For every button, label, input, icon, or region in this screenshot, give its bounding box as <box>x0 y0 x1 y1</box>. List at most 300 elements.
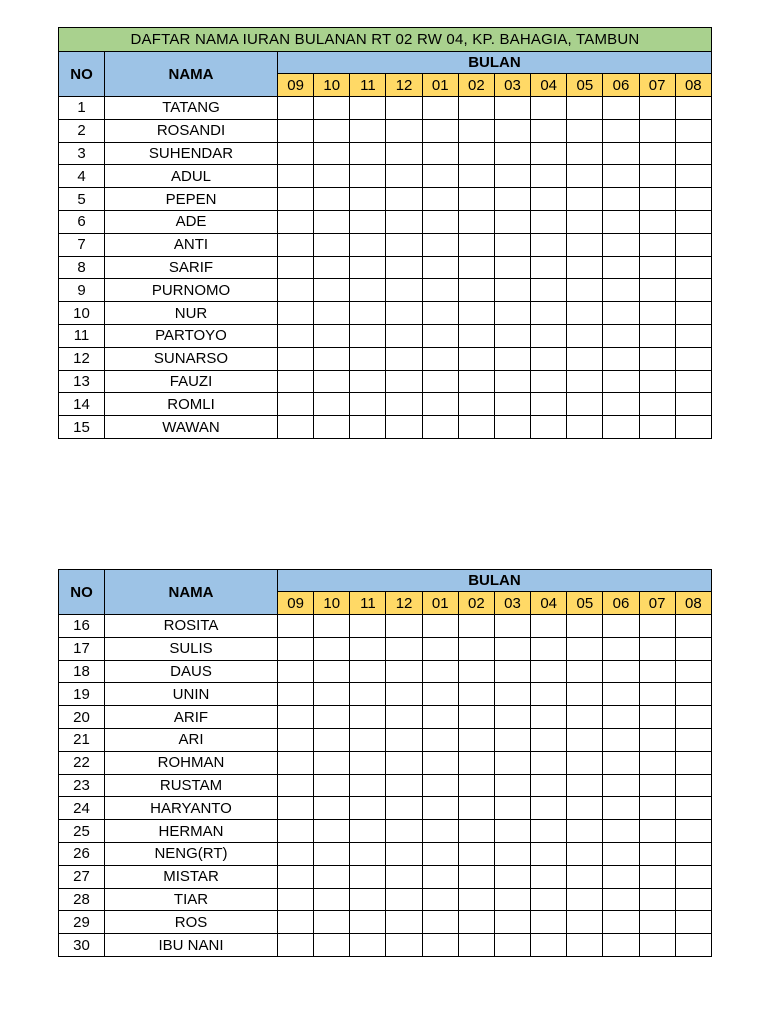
payment-cell[interactable] <box>639 820 675 843</box>
payment-cell[interactable] <box>603 97 639 120</box>
payment-cell[interactable] <box>567 416 603 439</box>
payment-cell[interactable] <box>494 119 530 142</box>
payment-cell[interactable] <box>603 820 639 843</box>
payment-cell[interactable] <box>675 393 711 416</box>
payment-cell[interactable] <box>567 188 603 211</box>
payment-cell[interactable] <box>386 842 422 865</box>
payment-cell[interactable] <box>675 865 711 888</box>
payment-cell[interactable] <box>278 279 314 302</box>
payment-cell[interactable] <box>603 911 639 934</box>
payment-cell[interactable] <box>314 774 350 797</box>
payment-cell[interactable] <box>278 393 314 416</box>
payment-cell[interactable] <box>567 165 603 188</box>
payment-cell[interactable] <box>458 751 494 774</box>
payment-cell[interactable] <box>314 820 350 843</box>
payment-cell[interactable] <box>494 347 530 370</box>
payment-cell[interactable] <box>603 210 639 233</box>
payment-cell[interactable] <box>603 797 639 820</box>
payment-cell[interactable] <box>314 637 350 660</box>
payment-cell[interactable] <box>314 934 350 957</box>
payment-cell[interactable] <box>386 370 422 393</box>
payment-cell[interactable] <box>422 706 458 729</box>
payment-cell[interactable] <box>458 728 494 751</box>
payment-cell[interactable] <box>567 934 603 957</box>
payment-cell[interactable] <box>494 751 530 774</box>
payment-cell[interactable] <box>386 210 422 233</box>
payment-cell[interactable] <box>494 97 530 120</box>
payment-cell[interactable] <box>567 683 603 706</box>
payment-cell[interactable] <box>350 210 386 233</box>
payment-cell[interactable] <box>675 324 711 347</box>
payment-cell[interactable] <box>386 934 422 957</box>
payment-cell[interactable] <box>386 119 422 142</box>
payment-cell[interactable] <box>278 911 314 934</box>
payment-cell[interactable] <box>278 888 314 911</box>
payment-cell[interactable] <box>458 233 494 256</box>
payment-cell[interactable] <box>603 683 639 706</box>
payment-cell[interactable] <box>278 797 314 820</box>
payment-cell[interactable] <box>639 842 675 865</box>
payment-cell[interactable] <box>458 637 494 660</box>
payment-cell[interactable] <box>639 97 675 120</box>
payment-cell[interactable] <box>458 119 494 142</box>
payment-cell[interactable] <box>494 820 530 843</box>
payment-cell[interactable] <box>639 210 675 233</box>
payment-cell[interactable] <box>675 302 711 325</box>
payment-cell[interactable] <box>567 865 603 888</box>
payment-cell[interactable] <box>531 751 567 774</box>
payment-cell[interactable] <box>386 165 422 188</box>
payment-cell[interactable] <box>278 865 314 888</box>
payment-cell[interactable] <box>458 774 494 797</box>
payment-cell[interactable] <box>458 393 494 416</box>
payment-cell[interactable] <box>314 888 350 911</box>
payment-cell[interactable] <box>422 279 458 302</box>
payment-cell[interactable] <box>350 934 386 957</box>
payment-cell[interactable] <box>350 660 386 683</box>
payment-cell[interactable] <box>531 370 567 393</box>
payment-cell[interactable] <box>675 888 711 911</box>
payment-cell[interactable] <box>422 347 458 370</box>
payment-cell[interactable] <box>422 615 458 638</box>
payment-cell[interactable] <box>386 279 422 302</box>
payment-cell[interactable] <box>531 279 567 302</box>
payment-cell[interactable] <box>567 888 603 911</box>
payment-cell[interactable] <box>386 888 422 911</box>
payment-cell[interactable] <box>675 706 711 729</box>
payment-cell[interactable] <box>350 683 386 706</box>
payment-cell[interactable] <box>531 728 567 751</box>
payment-cell[interactable] <box>422 774 458 797</box>
payment-cell[interactable] <box>603 706 639 729</box>
payment-cell[interactable] <box>422 165 458 188</box>
payment-cell[interactable] <box>314 615 350 638</box>
payment-cell[interactable] <box>531 142 567 165</box>
payment-cell[interactable] <box>639 615 675 638</box>
payment-cell[interactable] <box>422 210 458 233</box>
payment-cell[interactable] <box>350 302 386 325</box>
payment-cell[interactable] <box>675 751 711 774</box>
payment-cell[interactable] <box>278 370 314 393</box>
payment-cell[interactable] <box>494 683 530 706</box>
payment-cell[interactable] <box>278 728 314 751</box>
payment-cell[interactable] <box>386 774 422 797</box>
payment-cell[interactable] <box>350 888 386 911</box>
payment-cell[interactable] <box>639 324 675 347</box>
payment-cell[interactable] <box>531 347 567 370</box>
payment-cell[interactable] <box>603 347 639 370</box>
payment-cell[interactable] <box>314 706 350 729</box>
payment-cell[interactable] <box>386 706 422 729</box>
payment-cell[interactable] <box>350 256 386 279</box>
payment-cell[interactable] <box>639 279 675 302</box>
payment-cell[interactable] <box>350 279 386 302</box>
payment-cell[interactable] <box>567 774 603 797</box>
payment-cell[interactable] <box>675 119 711 142</box>
payment-cell[interactable] <box>350 706 386 729</box>
payment-cell[interactable] <box>386 615 422 638</box>
payment-cell[interactable] <box>458 324 494 347</box>
payment-cell[interactable] <box>422 119 458 142</box>
payment-cell[interactable] <box>531 393 567 416</box>
payment-cell[interactable] <box>639 911 675 934</box>
payment-cell[interactable] <box>386 911 422 934</box>
payment-cell[interactable] <box>675 256 711 279</box>
payment-cell[interactable] <box>422 797 458 820</box>
payment-cell[interactable] <box>603 370 639 393</box>
payment-cell[interactable] <box>458 188 494 211</box>
payment-cell[interactable] <box>422 256 458 279</box>
payment-cell[interactable] <box>350 751 386 774</box>
payment-cell[interactable] <box>494 888 530 911</box>
payment-cell[interactable] <box>494 279 530 302</box>
payment-cell[interactable] <box>350 416 386 439</box>
payment-cell[interactable] <box>350 637 386 660</box>
payment-cell[interactable] <box>494 233 530 256</box>
payment-cell[interactable] <box>278 97 314 120</box>
payment-cell[interactable] <box>567 751 603 774</box>
payment-cell[interactable] <box>567 820 603 843</box>
payment-cell[interactable] <box>531 324 567 347</box>
payment-cell[interactable] <box>278 615 314 638</box>
payment-cell[interactable] <box>494 324 530 347</box>
payment-cell[interactable] <box>458 683 494 706</box>
payment-cell[interactable] <box>314 416 350 439</box>
payment-cell[interactable] <box>531 615 567 638</box>
payment-cell[interactable] <box>675 210 711 233</box>
payment-cell[interactable] <box>639 165 675 188</box>
payment-cell[interactable] <box>422 888 458 911</box>
payment-cell[interactable] <box>422 188 458 211</box>
payment-cell[interactable] <box>494 393 530 416</box>
payment-cell[interactable] <box>567 797 603 820</box>
payment-cell[interactable] <box>386 683 422 706</box>
payment-cell[interactable] <box>278 934 314 957</box>
payment-cell[interactable] <box>278 302 314 325</box>
payment-cell[interactable] <box>458 302 494 325</box>
payment-cell[interactable] <box>278 637 314 660</box>
payment-cell[interactable] <box>386 865 422 888</box>
payment-cell[interactable] <box>314 256 350 279</box>
payment-cell[interactable] <box>458 142 494 165</box>
payment-cell[interactable] <box>386 751 422 774</box>
payment-cell[interactable] <box>494 706 530 729</box>
payment-cell[interactable] <box>278 210 314 233</box>
payment-cell[interactable] <box>567 119 603 142</box>
payment-cell[interactable] <box>531 660 567 683</box>
payment-cell[interactable] <box>314 165 350 188</box>
payment-cell[interactable] <box>531 934 567 957</box>
payment-cell[interactable] <box>603 233 639 256</box>
payment-cell[interactable] <box>386 393 422 416</box>
payment-cell[interactable] <box>386 637 422 660</box>
payment-cell[interactable] <box>458 888 494 911</box>
payment-cell[interactable] <box>639 256 675 279</box>
payment-cell[interactable] <box>422 637 458 660</box>
payment-cell[interactable] <box>639 660 675 683</box>
payment-cell[interactable] <box>278 660 314 683</box>
payment-cell[interactable] <box>458 97 494 120</box>
payment-cell[interactable] <box>639 751 675 774</box>
payment-cell[interactable] <box>675 188 711 211</box>
payment-cell[interactable] <box>603 324 639 347</box>
payment-cell[interactable] <box>422 233 458 256</box>
payment-cell[interactable] <box>278 751 314 774</box>
payment-cell[interactable] <box>350 865 386 888</box>
payment-cell[interactable] <box>458 934 494 957</box>
payment-cell[interactable] <box>531 302 567 325</box>
payment-cell[interactable] <box>494 865 530 888</box>
payment-cell[interactable] <box>278 774 314 797</box>
payment-cell[interactable] <box>494 660 530 683</box>
payment-cell[interactable] <box>458 210 494 233</box>
payment-cell[interactable] <box>675 934 711 957</box>
payment-cell[interactable] <box>422 393 458 416</box>
payment-cell[interactable] <box>531 683 567 706</box>
payment-cell[interactable] <box>458 865 494 888</box>
payment-cell[interactable] <box>603 119 639 142</box>
payment-cell[interactable] <box>422 934 458 957</box>
payment-cell[interactable] <box>278 142 314 165</box>
payment-cell[interactable] <box>386 97 422 120</box>
payment-cell[interactable] <box>531 706 567 729</box>
payment-cell[interactable] <box>386 324 422 347</box>
payment-cell[interactable] <box>639 774 675 797</box>
payment-cell[interactable] <box>278 347 314 370</box>
payment-cell[interactable] <box>350 165 386 188</box>
payment-cell[interactable] <box>494 774 530 797</box>
payment-cell[interactable] <box>603 751 639 774</box>
payment-cell[interactable] <box>422 728 458 751</box>
payment-cell[interactable] <box>314 865 350 888</box>
payment-cell[interactable] <box>531 165 567 188</box>
payment-cell[interactable] <box>639 393 675 416</box>
payment-cell[interactable] <box>350 797 386 820</box>
payment-cell[interactable] <box>639 888 675 911</box>
payment-cell[interactable] <box>350 842 386 865</box>
payment-cell[interactable] <box>314 660 350 683</box>
payment-cell[interactable] <box>603 637 639 660</box>
payment-cell[interactable] <box>675 97 711 120</box>
payment-cell[interactable] <box>350 119 386 142</box>
payment-cell[interactable] <box>314 302 350 325</box>
payment-cell[interactable] <box>531 865 567 888</box>
payment-cell[interactable] <box>639 797 675 820</box>
payment-cell[interactable] <box>386 188 422 211</box>
payment-cell[interactable] <box>603 842 639 865</box>
payment-cell[interactable] <box>386 142 422 165</box>
payment-cell[interactable] <box>675 279 711 302</box>
payment-cell[interactable] <box>675 142 711 165</box>
payment-cell[interactable] <box>675 842 711 865</box>
payment-cell[interactable] <box>567 728 603 751</box>
payment-cell[interactable] <box>494 302 530 325</box>
payment-cell[interactable] <box>350 324 386 347</box>
payment-cell[interactable] <box>458 256 494 279</box>
payment-cell[interactable] <box>494 615 530 638</box>
payment-cell[interactable] <box>675 728 711 751</box>
payment-cell[interactable] <box>567 279 603 302</box>
payment-cell[interactable] <box>494 842 530 865</box>
payment-cell[interactable] <box>278 820 314 843</box>
payment-cell[interactable] <box>386 660 422 683</box>
payment-cell[interactable] <box>422 660 458 683</box>
payment-cell[interactable] <box>422 142 458 165</box>
payment-cell[interactable] <box>567 347 603 370</box>
payment-cell[interactable] <box>422 324 458 347</box>
payment-cell[interactable] <box>422 820 458 843</box>
payment-cell[interactable] <box>350 774 386 797</box>
payment-cell[interactable] <box>567 615 603 638</box>
payment-cell[interactable] <box>675 911 711 934</box>
payment-cell[interactable] <box>603 302 639 325</box>
payment-cell[interactable] <box>350 97 386 120</box>
payment-cell[interactable] <box>314 210 350 233</box>
payment-cell[interactable] <box>603 615 639 638</box>
payment-cell[interactable] <box>675 165 711 188</box>
payment-cell[interactable] <box>531 797 567 820</box>
payment-cell[interactable] <box>422 302 458 325</box>
payment-cell[interactable] <box>531 233 567 256</box>
payment-cell[interactable] <box>675 347 711 370</box>
payment-cell[interactable] <box>314 842 350 865</box>
payment-cell[interactable] <box>675 233 711 256</box>
payment-cell[interactable] <box>639 683 675 706</box>
payment-cell[interactable] <box>639 119 675 142</box>
payment-cell[interactable] <box>278 256 314 279</box>
payment-cell[interactable] <box>675 683 711 706</box>
payment-cell[interactable] <box>675 416 711 439</box>
payment-cell[interactable] <box>458 797 494 820</box>
payment-cell[interactable] <box>639 934 675 957</box>
payment-cell[interactable] <box>603 728 639 751</box>
payment-cell[interactable] <box>494 728 530 751</box>
payment-cell[interactable] <box>531 97 567 120</box>
payment-cell[interactable] <box>531 911 567 934</box>
payment-cell[interactable] <box>350 188 386 211</box>
payment-cell[interactable] <box>603 888 639 911</box>
payment-cell[interactable] <box>531 119 567 142</box>
payment-cell[interactable] <box>494 142 530 165</box>
payment-cell[interactable] <box>639 347 675 370</box>
payment-cell[interactable] <box>314 751 350 774</box>
payment-cell[interactable] <box>278 706 314 729</box>
payment-cell[interactable] <box>422 911 458 934</box>
payment-cell[interactable] <box>278 683 314 706</box>
payment-cell[interactable] <box>278 324 314 347</box>
payment-cell[interactable] <box>458 820 494 843</box>
payment-cell[interactable] <box>458 911 494 934</box>
payment-cell[interactable] <box>603 934 639 957</box>
payment-cell[interactable] <box>675 637 711 660</box>
payment-cell[interactable] <box>350 142 386 165</box>
payment-cell[interactable] <box>314 370 350 393</box>
payment-cell[interactable] <box>531 188 567 211</box>
payment-cell[interactable] <box>639 637 675 660</box>
payment-cell[interactable] <box>603 416 639 439</box>
payment-cell[interactable] <box>639 188 675 211</box>
payment-cell[interactable] <box>675 370 711 393</box>
payment-cell[interactable] <box>422 416 458 439</box>
payment-cell[interactable] <box>675 774 711 797</box>
payment-cell[interactable] <box>314 911 350 934</box>
payment-cell[interactable] <box>458 165 494 188</box>
payment-cell[interactable] <box>494 188 530 211</box>
payment-cell[interactable] <box>314 347 350 370</box>
payment-cell[interactable] <box>603 142 639 165</box>
payment-cell[interactable] <box>458 416 494 439</box>
payment-cell[interactable] <box>422 370 458 393</box>
payment-cell[interactable] <box>639 233 675 256</box>
payment-cell[interactable] <box>567 302 603 325</box>
payment-cell[interactable] <box>603 660 639 683</box>
payment-cell[interactable] <box>567 660 603 683</box>
payment-cell[interactable] <box>531 416 567 439</box>
payment-cell[interactable] <box>314 683 350 706</box>
payment-cell[interactable] <box>675 820 711 843</box>
payment-cell[interactable] <box>314 119 350 142</box>
payment-cell[interactable] <box>350 615 386 638</box>
payment-cell[interactable] <box>567 142 603 165</box>
payment-cell[interactable] <box>531 820 567 843</box>
payment-cell[interactable] <box>567 256 603 279</box>
payment-cell[interactable] <box>422 751 458 774</box>
payment-cell[interactable] <box>603 256 639 279</box>
payment-cell[interactable] <box>350 233 386 256</box>
payment-cell[interactable] <box>567 97 603 120</box>
payment-cell[interactable] <box>278 119 314 142</box>
payment-cell[interactable] <box>386 233 422 256</box>
payment-cell[interactable] <box>494 256 530 279</box>
payment-cell[interactable] <box>567 210 603 233</box>
payment-cell[interactable] <box>567 233 603 256</box>
payment-cell[interactable] <box>386 797 422 820</box>
payment-cell[interactable] <box>603 393 639 416</box>
payment-cell[interactable] <box>458 279 494 302</box>
payment-cell[interactable] <box>314 188 350 211</box>
payment-cell[interactable] <box>494 416 530 439</box>
payment-cell[interactable] <box>350 393 386 416</box>
payment-cell[interactable] <box>314 279 350 302</box>
payment-cell[interactable] <box>314 324 350 347</box>
payment-cell[interactable] <box>314 233 350 256</box>
payment-cell[interactable] <box>494 370 530 393</box>
payment-cell[interactable] <box>531 637 567 660</box>
payment-cell[interactable] <box>531 888 567 911</box>
payment-cell[interactable] <box>458 660 494 683</box>
payment-cell[interactable] <box>386 820 422 843</box>
payment-cell[interactable] <box>314 142 350 165</box>
